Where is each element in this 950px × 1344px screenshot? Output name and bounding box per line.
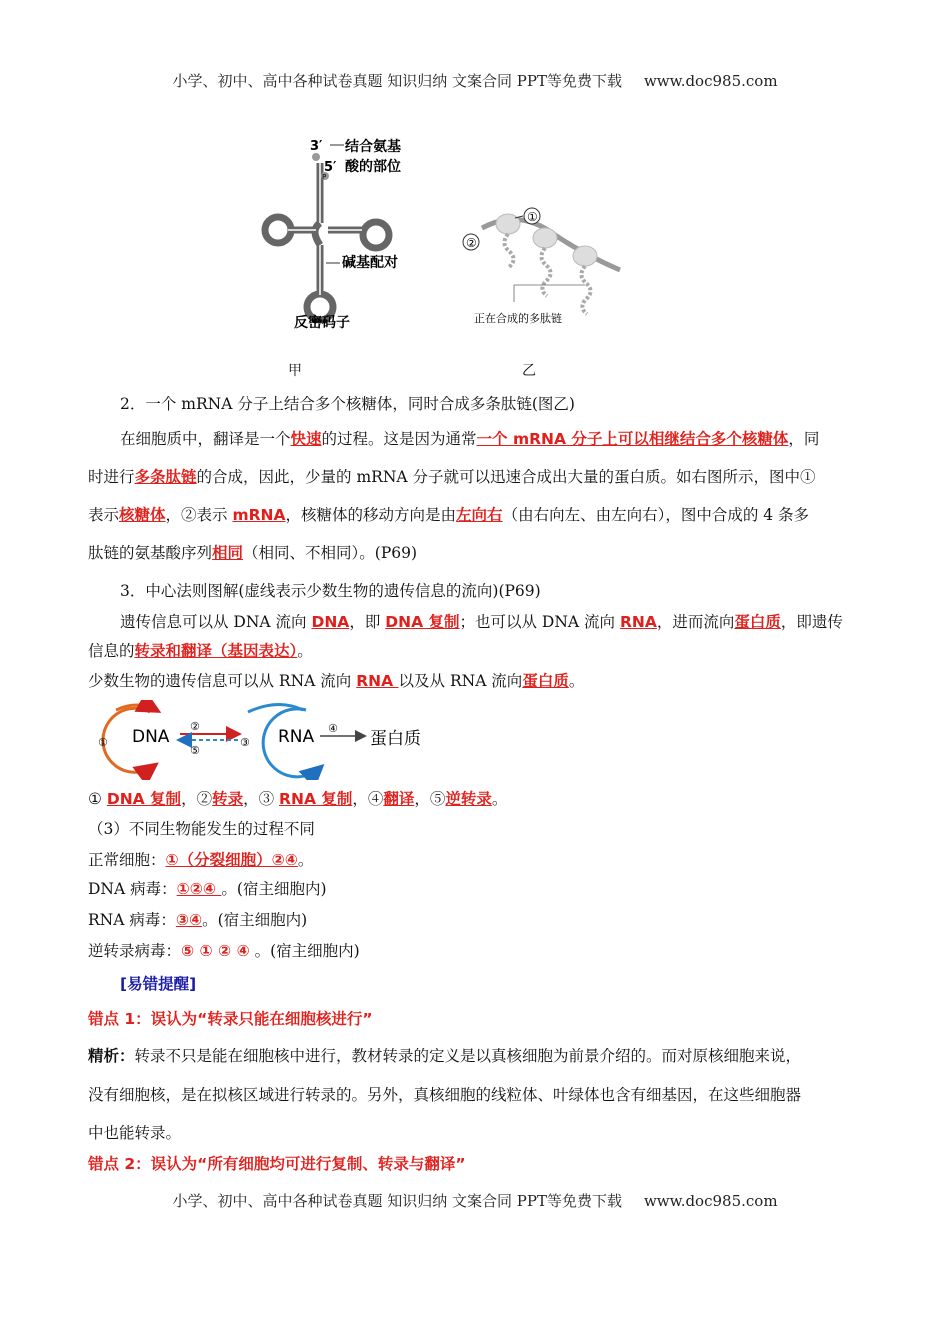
analysis-line-3: 中也能转录。 [88, 1124, 182, 1142]
answer-p3: RNA 复制 [279, 790, 353, 808]
polyribosome-figure [460, 200, 630, 335]
answer-retrovirus: ⑤ ① ② ④ [181, 942, 250, 960]
s3-line-3: 少数生物的遗传信息可以从 RNA 流向 RNA 以及从 RNA 流向蛋白质。 [88, 672, 585, 690]
answer-ribosome: 核糖体 [119, 506, 166, 524]
answer-gene-expression: 转录和翻译（基因表达） [134, 642, 298, 660]
s3-3-heading: （3）不同生物能发生的过程不同 [88, 820, 315, 838]
dogma-rna: RNA [278, 727, 315, 747]
answer-rna-2: RNA [356, 672, 399, 690]
trna-anticodon: 反密码子 [294, 315, 350, 331]
page-footer [0, 1190, 950, 1211]
analysis-line-2: 没有细胞核，是在拟核区域进行转录的。另外，真核细胞的线粒体、叶绿体也含有细基因，在这些细胞器 [88, 1086, 802, 1104]
error-point-2: 错点 2：误认为“所有细胞均可进行复制、转录与翻译” [88, 1155, 466, 1173]
answer-protein-2: 蛋白质 [522, 672, 569, 690]
central-dogma-diagram [88, 700, 448, 780]
dogma-protein: 蛋白质 [370, 729, 421, 749]
ribosome-1 [496, 214, 520, 234]
dogma-n5: ⑤ [190, 744, 200, 757]
answer-multi-ribosome: 一个 mRNA 分子上可以相继结合多个核糖体 [476, 430, 789, 448]
poly-circle-1: ① [527, 210, 538, 224]
trna-bind-site-2: 酸的部位 [345, 159, 401, 175]
dna-virus-line: DNA 病毒：①②④ 。(宿主细胞内) [88, 880, 327, 898]
trna-figure [260, 135, 440, 340]
answer-fast: 快速 [290, 430, 322, 448]
error-point-1: 错点 1：误认为“转录只能在细胞核进行” [88, 1010, 373, 1028]
answer-p1: DNA 复制 [106, 790, 182, 808]
analysis-line-1: 精析：转录不只是能在细胞核中进行，教材转录的定义是以真核细胞为前景介绍的。而对原核细胞来说， [88, 1047, 802, 1065]
s2-line-3: 表示核糖体，②表示 mRNA，核糖体的移动方向是由左向右（由右向左、由左向右），图中合成的 4 条多 [88, 506, 810, 524]
tips-title: [易错提醒] [120, 975, 197, 993]
s2-heading: 2．一个 mRNA 分子上结合多个核糖体，同时合成多条肽链(图乙) [120, 395, 575, 413]
s2-line-4: 肽链的氨基酸序列相同（相同、不相同）。(P69) [88, 544, 418, 562]
answer-normal-cell: ①（分裂细胞）②④ [165, 851, 298, 869]
footer-text: 小学、初中、高中各种试卷真题 知识归纳 文案合同 PPT等免费下载 [172, 1192, 622, 1210]
s3-line-2: 信息的转录和翻译（基因表达）。 [88, 642, 313, 660]
answer-rna-virus: ③④ [175, 911, 203, 929]
poly-circle-2: ② [466, 236, 477, 250]
rna-virus-line: RNA 病毒：③④。(宿主细胞内) [88, 911, 308, 929]
answer-dna: DNA [311, 613, 350, 631]
header-url[interactable]: www.doc985.com [643, 72, 778, 90]
s2-line-1: 在细胞质中，翻译是一个快速的过程。这是因为通常一个 mRNA 分子上可以相继结合多个核糖体，同 [120, 430, 820, 448]
dogma-n4: ④ [328, 722, 338, 735]
s3-heading: 3．中心法则图解(虚线表示少数生物的遗传信息的流向)(P69) [120, 582, 541, 600]
s2-line-2: 时进行多条肽链的合成，因此，少量的 mRNA 分子就可以迅速合成出大量的蛋白质。如右图所示，图中① [88, 468, 816, 486]
dogma-answer-line: ① DNA 复制，②转录，③ RNA 复制，④翻译，⑤逆转录。 [88, 790, 508, 808]
footer-url[interactable]: www.doc985.com [643, 1192, 778, 1210]
ribosome-3 [573, 246, 597, 266]
answer-mrna: mRNA [232, 506, 286, 524]
answer-dna-virus: ①②④ [176, 880, 222, 898]
fig-caption-yi: 乙 [522, 363, 536, 379]
normal-cell-line: 正常细胞：①（分裂细胞）②④。 [88, 851, 314, 869]
answer-p2: 转录 [212, 790, 244, 808]
answer-p4: 翻译 [383, 790, 415, 808]
ribosome-2 [533, 228, 557, 248]
header-text: 小学、初中、高中各种试卷真题 知识归纳 文案合同 PPT等免费下载 [172, 72, 622, 90]
oh-end-icon [312, 153, 320, 161]
answer-protein: 蛋白质 [734, 613, 781, 631]
answer-dna-replication: DNA 复制 [385, 613, 460, 631]
fig-caption-jia: 甲 [288, 363, 302, 379]
answer-same: 相同 [212, 544, 244, 562]
trna-p-label: P [322, 173, 327, 181]
answer-p5: 逆转录 [445, 790, 492, 808]
dogma-dna: DNA [132, 727, 170, 747]
page-header [0, 70, 950, 91]
dogma-n1: ① [98, 736, 108, 749]
dogma-n2: ② [190, 720, 200, 733]
retrovirus-line: 逆转录病毒：⑤ ① ② ④ 。(宿主细胞内) [88, 942, 360, 960]
poly-chain-label: 正在合成的多肽链 [474, 312, 562, 325]
trna-5-label: 5′ [324, 160, 337, 175]
trna-bind-site-1: 结合氨基 [345, 139, 401, 155]
answer-left-right: 左向右 [456, 506, 503, 524]
dogma-n3: ③ [240, 736, 250, 749]
answer-multi-peptide: 多条肽链 [134, 468, 197, 486]
answer-rna: RNA [619, 613, 657, 631]
s3-line-1: 遗传信息可以从 DNA 流向 DNA，即 DNA 复制；也可以从 DNA 流向 RNA，进而流向蛋白质，即遗传 [120, 613, 843, 631]
trna-pairing: 碱基配对 [342, 255, 398, 271]
trna-3-label: 3′ [310, 139, 323, 154]
